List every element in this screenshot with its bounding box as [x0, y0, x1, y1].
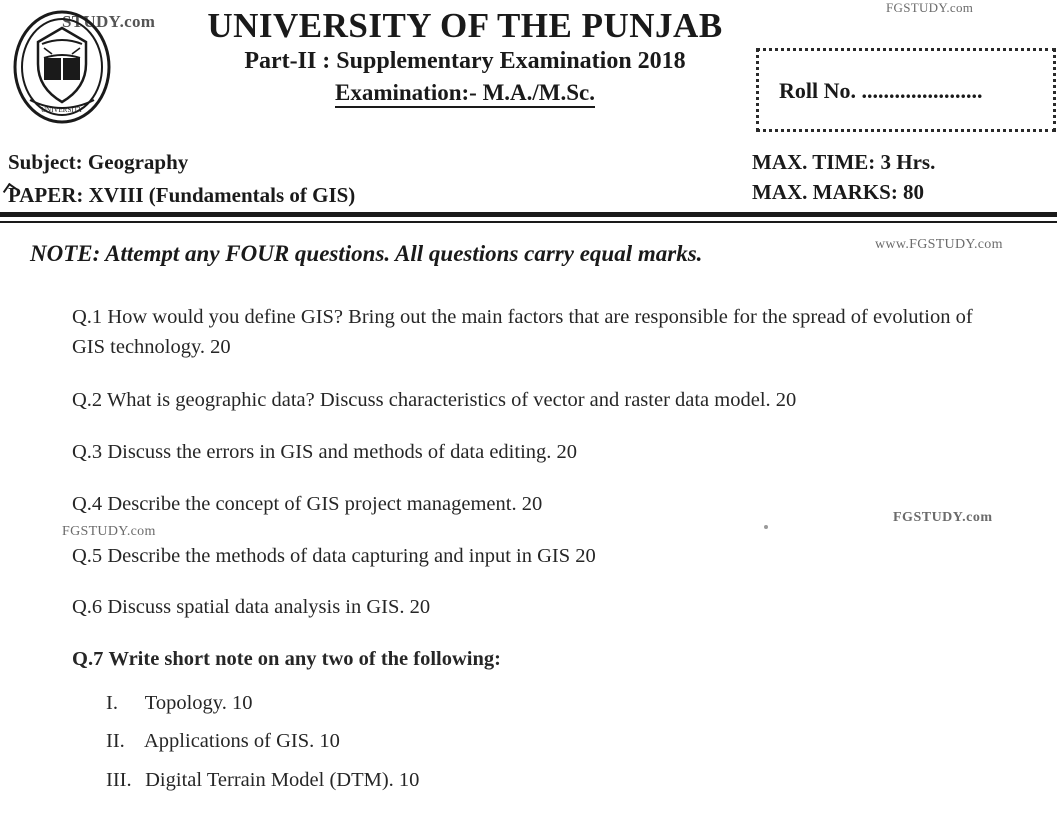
page-title: UNIVERSITY OF THE PUNJAB: [207, 6, 723, 45]
question-text: Discuss the errors in GIS and methods of data editing. 20: [107, 441, 578, 464]
sub-item-numeral: I.: [106, 691, 118, 714]
watermark-mid-left: FGSTUDY.com: [62, 524, 156, 539]
question-item: [72, 386, 1007, 416]
question-text: Discuss spatial data analysis in GIS. 20: [107, 596, 431, 619]
question-number: Q.5: [72, 544, 103, 567]
divider-thick: [0, 212, 1057, 217]
question-item: [72, 438, 1007, 468]
roll-no-box[interactable]: [756, 48, 1056, 132]
instructions-note: NOTE: Attempt any FOUR questions. All questions carry equal marks.: [30, 241, 703, 266]
paper-label: PAPER: XVIII (Fundamentals of GIS): [8, 183, 356, 207]
divider-thin: [0, 221, 1057, 223]
exam-type-text: Examination:- M.A./M.Sc.: [335, 80, 595, 108]
svg-text:UNIVERSITY: UNIVERSITY: [41, 106, 83, 114]
question-number: Q.3: [72, 441, 103, 464]
watermark-note-right: www.FGSTUDY.com: [875, 237, 1003, 252]
question-text: Write short note on any two of the following:: [108, 648, 501, 671]
question-item: [72, 593, 1007, 623]
sub-item-text: Topology. 10: [144, 691, 253, 714]
watermark-mid-right: FGSTUDY.com: [893, 510, 993, 525]
question-text: What is geographic data? Discuss characteristics of vector and raster data model. 20: [106, 389, 797, 412]
question-sub-list: [72, 689, 1007, 796]
question-item: [72, 542, 1007, 572]
questions-list: [72, 303, 1007, 818]
question-number: Q.7: [72, 648, 104, 671]
sub-item-numeral: II.: [106, 730, 125, 753]
watermark-top-left-text: STUDY.com: [62, 12, 156, 31]
question-text: How would you define GIS? Bring out the main factors that are responsible for the spread of evolution of GIS technology. 20: [72, 306, 973, 358]
list-item: [106, 689, 1007, 719]
question-item: [72, 490, 1007, 520]
question-text: Describe the methods of data capturing and input in GIS 20: [107, 544, 596, 567]
sub-item-text: Applications of GIS. 10: [144, 730, 340, 753]
sub-item-numeral: III.: [106, 769, 132, 792]
question-text: Describe the concept of GIS project management. 20: [107, 492, 543, 515]
sub-item-text: Digital Terrain Model (DTM). 10: [145, 769, 420, 792]
list-item: [106, 727, 1007, 757]
subject-label: Subject: Geography: [8, 150, 189, 174]
question-item: [72, 303, 1007, 362]
exam-part-line: Part-II : Supplementary Examination 2018: [244, 48, 686, 74]
max-time-label: MAX. TIME: 3 Hrs.: [752, 150, 936, 174]
roll-no-label: Roll No. ......................: [779, 78, 983, 103]
question-number: Q.6: [72, 596, 103, 619]
question-item: [72, 645, 1007, 796]
question-number: Q.4: [72, 492, 103, 515]
list-item: [106, 766, 1007, 796]
question-number: Q.1: [72, 306, 103, 328]
question-number: Q.2: [72, 389, 103, 412]
watermark-top-right: FGSTUDY.com: [886, 0, 974, 15]
max-marks-label: MAX. MARKS: 80: [752, 180, 925, 204]
